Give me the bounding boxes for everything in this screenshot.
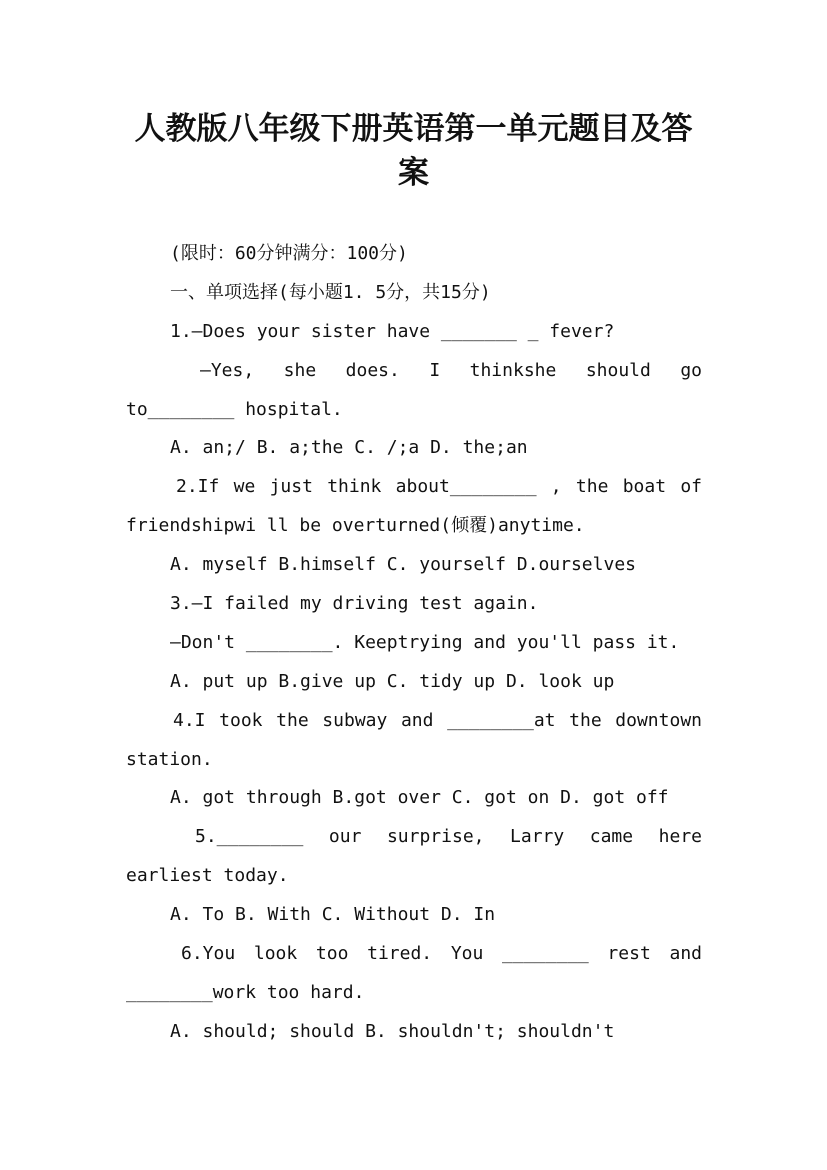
question-2-options: A. myself B.himself C. yourself D.ourselves <box>170 554 636 575</box>
question-5-line-1: 5.________ our surprise, Larry came here <box>195 826 702 847</box>
time-limit-note: (限时：60分钟满分：100分) <box>170 243 408 264</box>
question-4-line-1: 4.I took the subway and ________at the downtown <box>173 710 702 731</box>
question-6-options: A. should; should B. shouldn't; shouldn't <box>170 1021 615 1042</box>
question-2-line-2: friendshipwi ll be overturned(倾覆)anytime. <box>126 515 585 536</box>
question-1-options: A. an;/ B. a;the C. /;a D. the;an <box>170 437 528 458</box>
question-3-line-2: —Don't ________. Keeptrying and you'll pass it. <box>170 632 680 653</box>
question-3-line-1: 3.—I failed my driving test again. <box>170 593 539 614</box>
question-4-options: A. got through B.got over C. got on D. got off <box>170 787 669 808</box>
question-5-options: A. To B. With C. Without D. In <box>170 904 496 925</box>
question-5-line-2: earliest today. <box>126 865 289 886</box>
question-6-line-2: ________work too hard. <box>126 982 365 1003</box>
section-heading: 一、单项选择(每小题1. 5分，共15分) <box>170 282 491 303</box>
question-4-line-2: station. <box>126 749 213 770</box>
question-1-line-2: —Yes, she does. I thinkshe should go <box>200 360 702 381</box>
question-2-line-1: 2.If we just think about________ , the boat of <box>176 476 702 497</box>
question-3-options: A. put up B.give up C. tidy up D. look up <box>170 671 615 692</box>
question-6-line-1: 6.You look too tired. You ________ rest and <box>181 943 702 964</box>
document-title-line-2: 案 <box>398 155 429 191</box>
document-title-line-1: 人教版八年级下册英语第一单元题目及答 <box>134 111 693 147</box>
question-1-line-3: to________ hospital. <box>126 399 343 420</box>
question-1-line-1: 1.—Does your sister have _______ _ fever? <box>170 321 615 342</box>
